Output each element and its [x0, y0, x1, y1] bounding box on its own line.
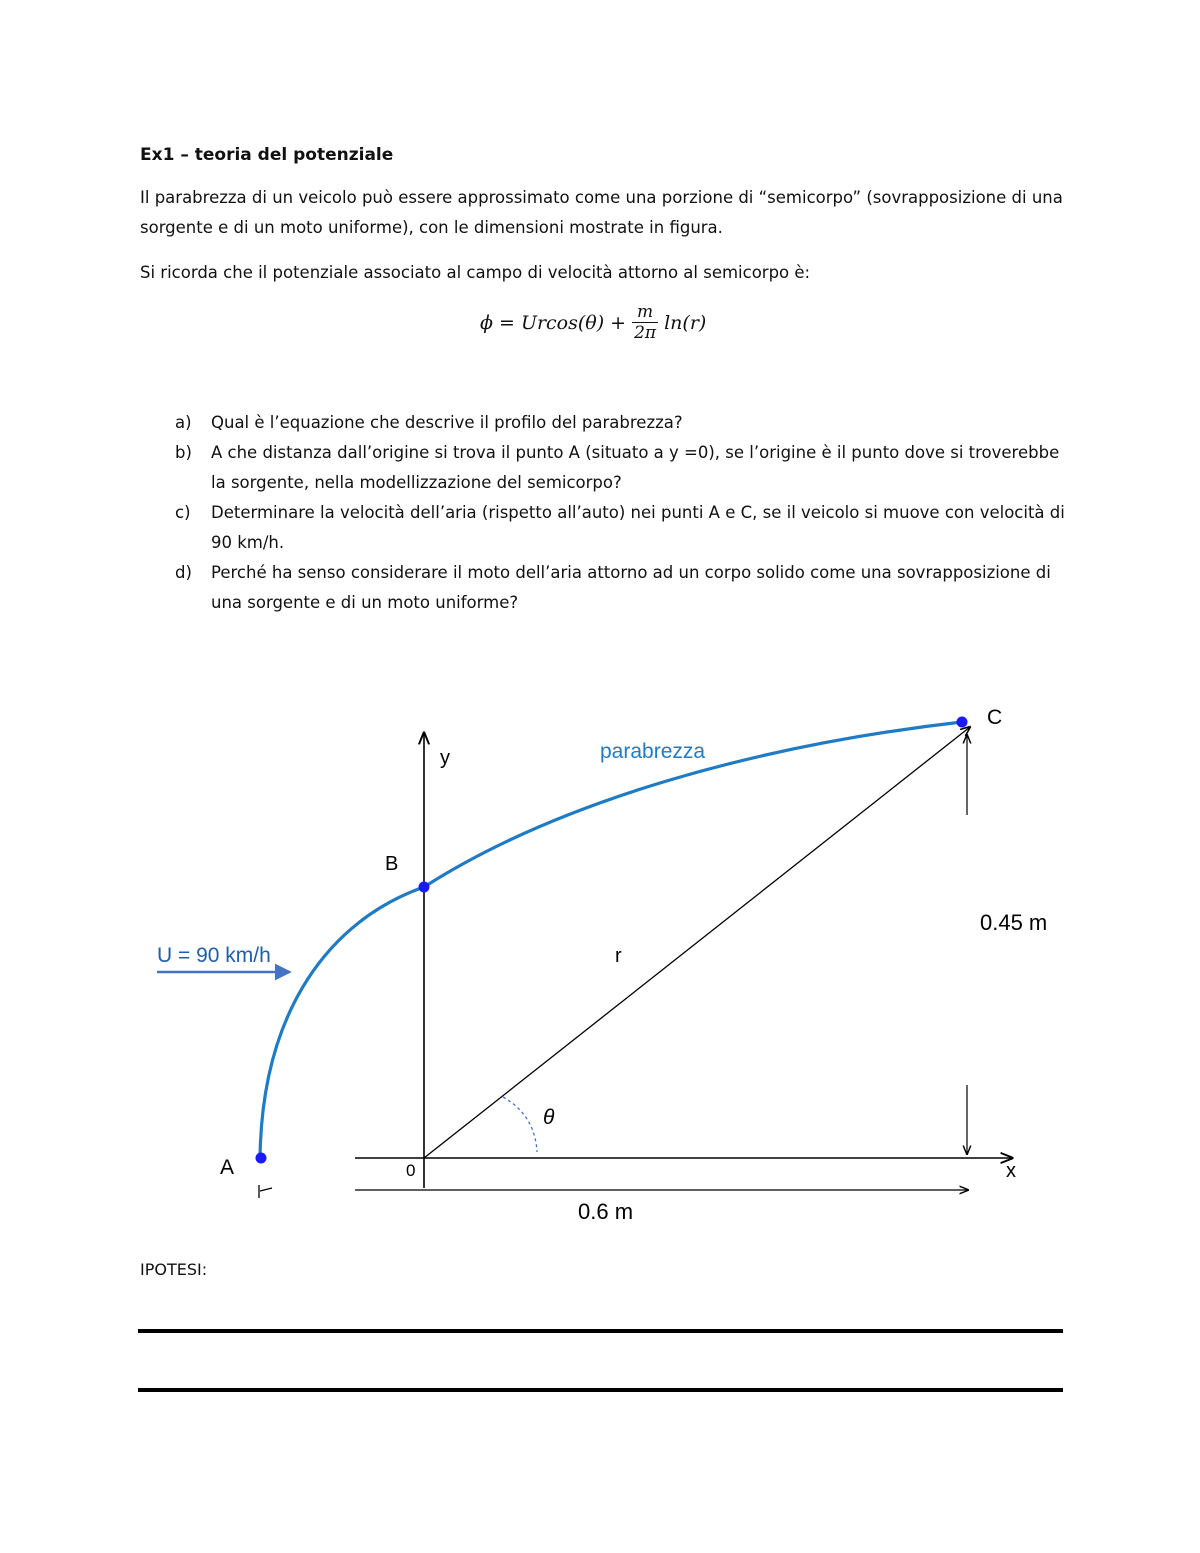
- curve-label: parabrezza: [600, 740, 706, 763]
- question-letter: c): [175, 503, 191, 522]
- question-text: Perché ha senso considerare il moto dell’aria attorno ad un corpo solido come una sovrapposizione di una sorgente e di un moto uniforme?: [211, 563, 1051, 612]
- y-axis-label: y: [440, 747, 450, 769]
- formula-lhs: ϕ = Urcos(θ) +: [480, 311, 627, 334]
- formula-rhs: ln(r): [664, 311, 707, 334]
- point-c-label: C: [987, 706, 1003, 729]
- question-text: A che distanza dall’origine si trova il punto A (situato a y =0), se l’origine è il punto dove si troverebbe la sorgente, nella modellizzazione del semicorpo?: [211, 443, 1060, 492]
- point-a-tick-arrow: [260, 1188, 272, 1191]
- fraction-numerator: m: [637, 302, 654, 322]
- radius-label: r: [615, 945, 622, 967]
- fraction-denominator: 2π: [634, 323, 657, 343]
- question-text: Qual è l’equazione che descrive il profilo del parabrezza?: [211, 413, 683, 432]
- height-label: 0.45 m: [980, 910, 1048, 935]
- question-letter: d): [175, 563, 192, 582]
- reminder-paragraph: Si ricorda che il potenziale associato al campo di velocità attorno al semicorpo è:: [140, 263, 811, 282]
- origin-label: 0: [406, 1161, 416, 1180]
- hypotheses-heading: IPOTESI:: [140, 1260, 208, 1279]
- point-b-label: B: [385, 853, 399, 875]
- velocity-label: U = 90 km/h: [157, 944, 271, 967]
- radius-line: [424, 727, 970, 1158]
- answer-line: [138, 1329, 1063, 1333]
- question-text: Determinare la velocità dell’aria (rispetto all’auto) nei punti A e C, se il veicolo si muove con velocità di 90 km/h.: [211, 503, 1065, 552]
- theta-label: θ: [543, 1106, 555, 1129]
- answer-line: [138, 1388, 1063, 1392]
- intro-paragraph: Il parabrezza di un veicolo può essere approssimato come una porzione di “semicorpo” (sovrapposizione di una sorgente e di un moto uniforme), con le dimensioni mostrate in figura.: [140, 188, 1063, 237]
- windshield-curve: [260, 722, 962, 1158]
- width-label: 0.6 m: [578, 1199, 634, 1224]
- point-b-marker: [419, 882, 430, 893]
- question-letter: b): [175, 443, 192, 462]
- point-c-marker: [957, 717, 968, 728]
- x-axis-label: x: [1006, 1160, 1016, 1182]
- exercise-title: Ex1 – teoria del potenziale: [140, 145, 394, 165]
- question-letter: a): [175, 413, 192, 432]
- theta-arc: [503, 1097, 537, 1152]
- point-a-marker: [256, 1153, 267, 1164]
- point-a-label: A: [220, 1156, 235, 1179]
